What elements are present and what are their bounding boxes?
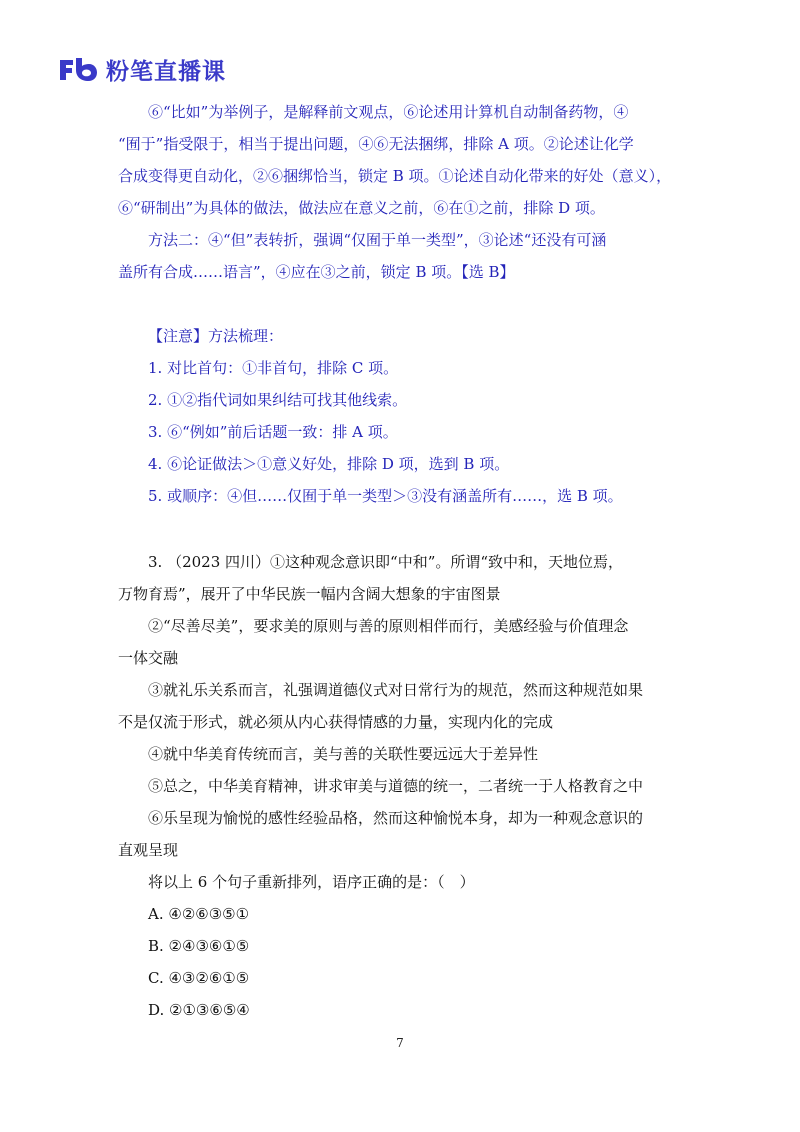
method2-line: 方法二：④“但”表转折，强调“仅囿于单一类型”，③论述“还没有可涵 xyxy=(148,231,607,249)
answer-option: A. ④②⑥③⑤① xyxy=(148,905,250,923)
question-prompt: 将以上 6 个句子重新排列，语序正确的是：（ ） xyxy=(148,873,475,891)
sentence-item: 一体交融 xyxy=(118,649,179,667)
note-item: 4. ⑥论证做法＞①意义好处，排除 D 项，选到 B 项。 xyxy=(148,455,510,473)
note-item: 2. ①②指代词如果纠结可找其他线索。 xyxy=(148,391,408,409)
sentence-item: 不是仅流于形式，就必须从内心获得情感的力量，实现内化的完成 xyxy=(118,713,554,731)
analysis-block xyxy=(118,96,678,288)
answer-option: B. ②④③⑥①⑤ xyxy=(148,937,250,955)
note-item: 3. ⑥“例如”前后话题一致：排 A 项。 xyxy=(148,423,398,441)
analysis-line: 合成变得更自动化，②⑥捆绑恰当，锁定 B 项。①论述自动化带来的好处（意义）， xyxy=(118,167,672,185)
page-content xyxy=(118,96,678,1026)
note-title: 【注意】方法梳理： xyxy=(148,327,284,345)
brand-name: 粉笔直播课 xyxy=(106,58,226,85)
sentence-item: ⑤总之，中华美育精神，讲求审美与道德的统一，二者统一于人格教育之中 xyxy=(148,777,644,795)
sentence-item: ⑥乐呈现为愉悦的感性经验品格，然而这种愉悦本身，却为一种观念意识的 xyxy=(148,809,644,827)
answer-option: C. ④③②⑥①⑤ xyxy=(148,969,250,987)
note-item: 1. 对比首句：①非首句，排除 C 项。 xyxy=(148,359,399,377)
answer-option: D. ②①③⑥⑤④ xyxy=(148,1001,250,1019)
sentence-item: ④就中华美育传统而言，美与善的关联性要远远大于差异性 xyxy=(148,745,539,763)
question-block xyxy=(118,546,678,1026)
sentence-item: ③就礼乐关系而言，礼强调道德仪式对日常行为的规范，然而这种规范如果 xyxy=(148,681,644,699)
header xyxy=(58,54,226,84)
analysis-line: “囿于”指受限于，相当于提出问题，④⑥无法捆绑，排除 A 项。②论述让化学 xyxy=(118,135,634,153)
note-block xyxy=(118,320,678,512)
analysis-line: ⑥“研制出”为具体的做法，做法应在意义之前，⑥在①之前，排除 D 项。 xyxy=(118,199,605,217)
fenbi-logo-icon xyxy=(58,56,98,82)
sentence-item: ②“尽善尽美”，要求美的原则与善的原则相伴而行，美感经验与价值理念 xyxy=(148,617,629,635)
question-stem: 3. （2023 四川）①这种观念意识即“中和”。所谓“致中和，天地位焉， xyxy=(148,553,624,571)
analysis-line: ⑥“比如”为举例子，是解释前文观点，⑥论述用计算机自动制备药物，④ xyxy=(148,103,629,121)
page-number: 7 xyxy=(396,1036,404,1050)
sentence-item: 直观呈现 xyxy=(118,841,179,859)
question-stem: 万物育焉”，展开了中华民族一幅内含阔大想象的宇宙图景 xyxy=(118,585,501,603)
note-item: 5. 或顺序：④但……仅囿于单一类型＞③没有涵盖所有……，选 B 项。 xyxy=(148,487,623,505)
method2-line: 盖所有合成……语言”，④应在③之前，锁定 B 项。【选 B】 xyxy=(118,263,515,281)
